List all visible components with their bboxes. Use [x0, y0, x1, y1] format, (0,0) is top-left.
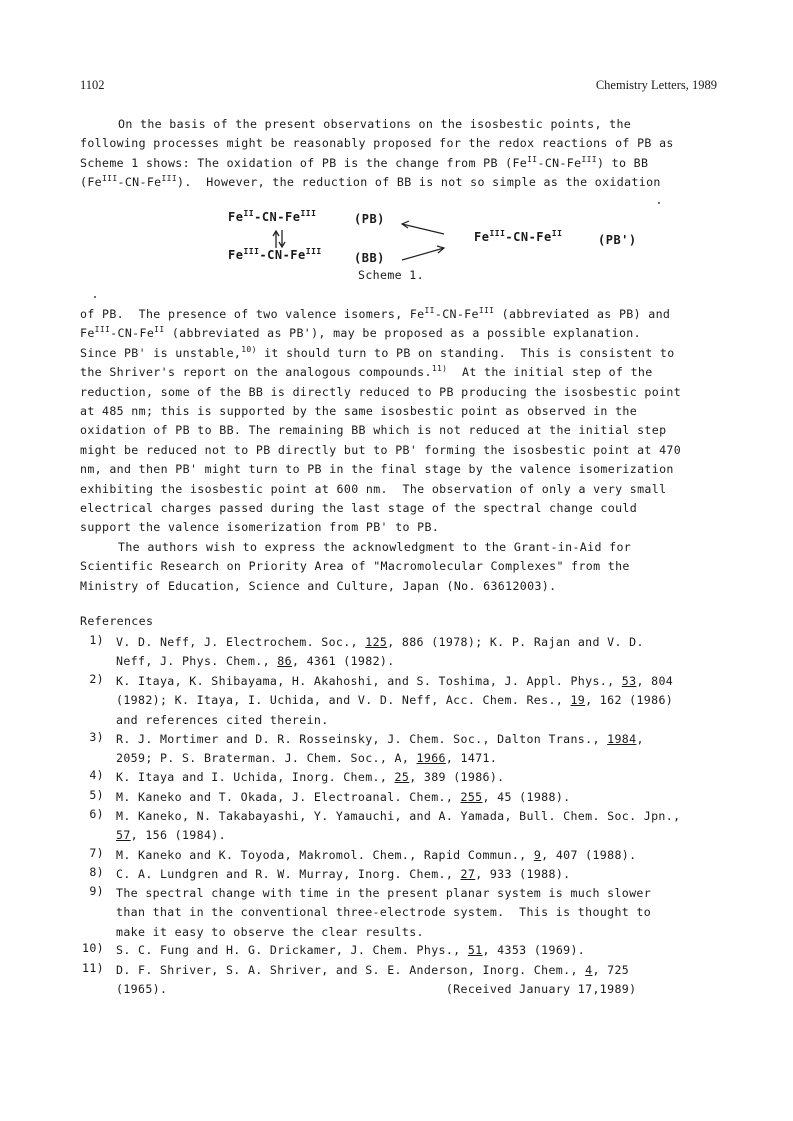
reference-line: K. Itaya, K. Shibayama, H. Akahoshi, and S. Toshima, J. Appl. Phys., 53, 804	[116, 674, 674, 688]
text-line: $Fe^{III}-CN-Fe^{II}$ (abbreviated as PB'), may be proposed as a possible explanation.	[80, 325, 641, 341]
scheme-caption: Scheme 1.	[358, 268, 424, 282]
reference-item	[76, 788, 712, 807]
text-line: at 485 nm; this is supported by the same isosbestic point as observed in the	[80, 403, 638, 418]
text-line: might be reduced not to PB directly but to PB' forming the isosbestic point at 470	[80, 442, 682, 457]
reference-line: 2059; P. S. Braterman. J. Chem. Soc., A, 1966, 1471.	[116, 751, 498, 766]
reference-line: M. Kaneko and T. Okada, J. Electroanal. Chem., 255, 45 (1988).	[116, 790, 571, 804]
reference-line: M. Kaneko and K. Toyoda, Makromol. Chem., Rapid Commun., 9, 407 (1988).	[116, 848, 637, 862]
journal-header: Chemistry Letters, 1989	[595, 78, 717, 92]
reference-line: and references cited therein.	[116, 712, 329, 727]
reference-line: (1982); K. Itaya, I. Uchida, and V. D. Neff, Acc. Chem. Res., 19, 162 (1986)	[116, 693, 674, 708]
reference-item	[76, 961, 712, 1000]
pb-formula: $Fe^{II}-CN-Fe^{III}$	[228, 209, 317, 224]
reference-number: 7)	[89, 846, 104, 860]
reference-line: than that in the conventional three-electrode system. This is thought to	[116, 905, 652, 920]
pbp-formula: $Fe^{III}-CN-Fe^{II}$	[474, 229, 563, 244]
reference-item	[76, 941, 712, 960]
references-heading: References	[80, 614, 154, 628]
paragraph-valence-isomers	[80, 305, 712, 538]
reference-item	[76, 865, 712, 884]
text-line: exhibiting the isosbestic point at 600 nm. The observation of only a very small	[80, 481, 667, 496]
reference-number: 11)	[82, 961, 104, 975]
reference-line: K. Itaya and I. Uchida, Inorg. Chem., 25, 389 (1986).	[116, 770, 505, 784]
reference-line: (1965). (Received January 17,1989)	[116, 982, 637, 997]
text-line: the Shriver's report on the analogous compounds.$^{11)}$ At the initial step of the	[80, 364, 653, 380]
text-line: $(Fe^{III}-CN-Fe^{III})$. However, the reduction of BB is not so simple as the oxidation	[80, 174, 661, 190]
reference-item	[76, 884, 712, 942]
reference-item	[76, 730, 712, 769]
text-line: oxidation of PB to BB. The remaining BB which is not reduced at the initial step	[80, 423, 667, 438]
bb-formula: $Fe^{III}-CN-Fe^{III}$	[228, 247, 322, 262]
scheme-1	[80, 198, 712, 298]
reference-number: 3)	[89, 730, 104, 744]
reference-number: 2)	[89, 672, 104, 686]
text-line: Scheme 1 shows: The oxidation of PB is the change from PB $(Fe^{II}-CN-Fe^{III})$ to BB	[80, 154, 649, 170]
text-line: Scientific Research on Priority Area of "Macromolecular Complexes" from the	[80, 559, 630, 574]
text-line: electrical charges passed during the last stage of the spectral change could	[80, 500, 638, 515]
reference-line: 57, 156 (1984).	[116, 828, 226, 843]
equilibrium-arrows	[270, 228, 290, 250]
reference-item	[76, 768, 712, 787]
pbp-label: (PB')	[598, 233, 637, 247]
paragraph-isosbestic-intro	[80, 115, 712, 193]
pb-label: (PB)	[354, 212, 385, 226]
bb-label: (BB)	[354, 251, 385, 265]
reference-item	[76, 846, 712, 865]
speck	[658, 202, 660, 204]
text-line: of PB. The presence of two valence isomers, $Fe^{II}-CN-Fe^{III}$ (abbreviated as PB) and	[80, 306, 671, 321]
reference-item	[76, 633, 712, 672]
text-line: Since PB' is unstable,$^{10)}$ it should turn to PB on standing. This is consistent to	[80, 344, 675, 360]
paragraph-acknowledgment	[80, 538, 712, 596]
text-line: support the valence isomerization from PB' to PB.	[80, 520, 440, 535]
reference-number: 9)	[89, 884, 104, 898]
reference-line: The spectral change with time in the present planar system is much slower	[116, 886, 652, 900]
scheme-arrows	[398, 218, 448, 270]
reference-number: 10)	[82, 941, 104, 955]
reference-line: make it easy to observe the clear results.	[116, 924, 424, 939]
reference-line: S. C. Fung and H. G. Drickamer, J. Chem. Phys., 51, 4353 (1969).	[116, 943, 586, 957]
reference-number: 1)	[89, 633, 104, 647]
text-line: following processes might be reasonably proposed for the redox reactions of PB as	[80, 136, 674, 151]
reference-line: V. D. Neff, J. Electrochem. Soc., 125, 886 (1978); K. P. Rajan and V. D.	[116, 635, 644, 649]
reference-line: R. J. Mortimer and D. R. Rosseinsky, J. Chem. Soc., Dalton Trans., 1984,	[116, 732, 644, 746]
text-line: On the basis of the present observations on the isosbestic points, the	[118, 117, 632, 131]
reference-number: 4)	[89, 768, 104, 782]
reference-number: 6)	[89, 807, 104, 821]
reference-number: 5)	[89, 788, 104, 802]
reference-item	[76, 807, 712, 846]
reference-line: M. Kaneko, N. Takabayashi, Y. Yamauchi, and A. Yamada, Bull. Chem. Soc. Jpn.,	[116, 809, 681, 823]
page-number: 1102	[80, 78, 105, 92]
reference-number: 8)	[89, 865, 104, 879]
reference-line: Neff, J. Phys. Chem., 86, 4361 (1982).	[116, 654, 395, 669]
speck	[94, 296, 96, 298]
reference-line: C. A. Lundgren and R. W. Murray, Inorg. Chem., 27, 933 (1988).	[116, 867, 571, 881]
reference-item	[76, 672, 712, 730]
text-line: The authors wish to express the acknowledgment to the Grant-in-Aid for	[118, 540, 632, 554]
text-line: reduction, some of the BB is directly reduced to PB producing the isosbestic point	[80, 384, 682, 399]
text-line: nm, and then PB' might turn to PB in the final stage by the valence isomerization	[80, 462, 674, 477]
text-line: Ministry of Education, Science and Culture, Japan (No. 63612003).	[80, 578, 557, 593]
reference-line: D. F. Shriver, S. A. Shriver, and S. E. Anderson, Inorg. Chem., 4, 725	[116, 963, 630, 977]
